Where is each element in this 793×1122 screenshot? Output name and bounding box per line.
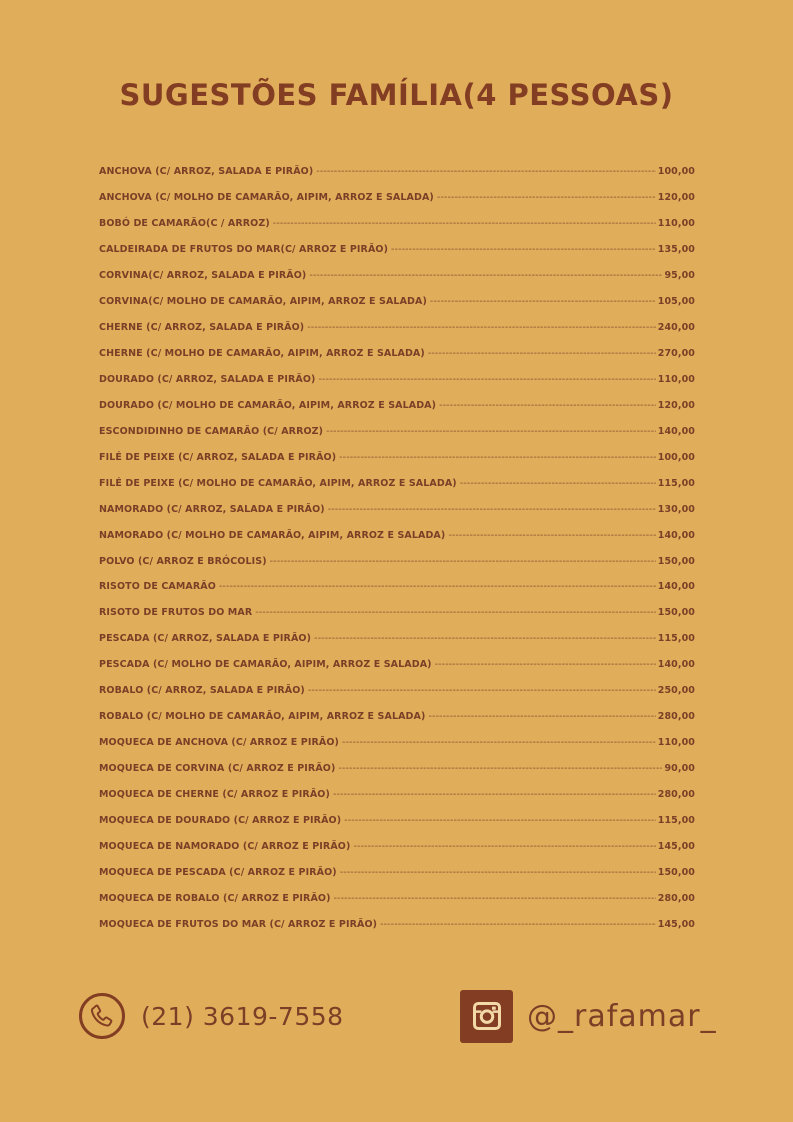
menu-item-price: 145,00	[657, 840, 695, 852]
dotted-leader	[326, 426, 656, 437]
menu-item-name: CHERNE (C/ ARROZ, SALADA E PIRÃO)	[99, 322, 305, 334]
dotted-leader	[309, 270, 662, 281]
menu-item-name: ROBALO (C/ MOLHO DE CAMARÃO, AIPIM, ARROZ E SALADA)	[99, 711, 426, 723]
menu-item	[99, 444, 695, 470]
dotted-leader	[307, 322, 655, 333]
menu-item-name: CORVINA(C/ ARROZ, SALADA E PIRÃO)	[99, 270, 307, 282]
menu-item-name: MOQUECA DE DOURADO (C/ ARROZ E PIRÃO)	[99, 814, 342, 826]
menu-item-price: 115,00	[657, 477, 695, 489]
phone-contact[interactable]	[79, 990, 344, 1042]
menu-item-name: BOBÓ DE CAMARÃO(C / ARROZ)	[99, 218, 270, 230]
instagram-handle: @_rafamar_	[527, 998, 717, 1034]
menu-item-price: 135,00	[657, 244, 695, 256]
dotted-leader	[308, 685, 656, 696]
menu-item-price: 280,00	[657, 892, 695, 904]
menu-item	[99, 341, 695, 367]
menu-item-name: POLVO (C/ ARROZ E BRÓCOLIS)	[99, 555, 267, 567]
menu-item-price: 270,00	[657, 348, 695, 360]
menu-item	[99, 600, 695, 626]
menu-item-price: 140,00	[657, 659, 695, 671]
phone-number: (21) 3619-7558	[141, 1001, 344, 1031]
menu-item	[99, 367, 695, 393]
menu-item-price: 115,00	[657, 633, 695, 645]
dotted-leader	[270, 556, 656, 567]
menu-item	[99, 211, 695, 237]
dotted-leader	[314, 633, 656, 644]
menu-item	[99, 392, 695, 418]
menu-item-price: 110,00	[657, 218, 695, 230]
dotted-leader	[428, 711, 655, 722]
dotted-leader	[344, 815, 656, 826]
menu-item-price: 120,00	[657, 399, 695, 411]
menu-item-price: 280,00	[657, 788, 695, 800]
dotted-leader	[334, 893, 656, 904]
menu-item-name: ANCHOVA (C/ MOLHO DE CAMARÃO, AIPIM, ARROZ E SALADA)	[99, 192, 434, 204]
menu-item	[99, 626, 695, 652]
dotted-leader	[219, 581, 656, 592]
menu-item	[99, 315, 695, 341]
menu-item-name: ROBALO (C/ ARROZ, SALADA E PIRÃO)	[99, 685, 305, 697]
dotted-leader	[435, 659, 656, 670]
menu-item	[99, 807, 695, 833]
dotted-leader	[340, 867, 656, 878]
menu-item-name: RISOTO DE CAMARÃO	[99, 581, 216, 593]
menu-item-price: 250,00	[657, 685, 695, 697]
dotted-leader	[316, 166, 655, 177]
menu-item-name: ESCONDIDINHO DE CAMARÃO (C/ ARROZ)	[99, 425, 324, 437]
dotted-leader	[380, 919, 656, 930]
dotted-leader	[428, 348, 656, 359]
menu-item-name: PESCADA (C/ ARROZ, SALADA E PIRÃO)	[99, 633, 312, 645]
dotted-leader	[430, 296, 656, 307]
menu-item-price: 105,00	[657, 296, 695, 308]
menu-item-price: 110,00	[657, 373, 695, 385]
menu-item-name: MOQUECA DE PESCADA (C/ ARROZ E PIRÃO)	[99, 866, 337, 878]
menu-item-name: CHERNE (C/ MOLHO DE CAMARÃO, AIPIM, ARROZ E SALADA)	[99, 348, 425, 360]
menu-item	[99, 859, 695, 885]
dotted-leader	[437, 192, 656, 203]
instagram-contact[interactable]	[460, 989, 717, 1043]
menu-item-price: 145,00	[657, 918, 695, 930]
menu-item	[99, 678, 695, 704]
dotted-leader	[333, 789, 656, 800]
menu-item-price: 150,00	[657, 607, 695, 619]
menu-item	[99, 548, 695, 574]
menu-item-price: 100,00	[657, 451, 695, 463]
menu-item	[99, 885, 695, 911]
menu-item-price: 90,00	[664, 763, 695, 775]
dotted-leader	[342, 737, 656, 748]
dotted-leader	[353, 841, 655, 852]
page-title: SUGESTÕES FAMÍLIA(4 PESSOAS)	[119, 78, 674, 112]
menu-item-name: RISOTO DE FRUTOS DO MAR	[99, 607, 253, 619]
dotted-leader	[339, 452, 656, 463]
menu-item	[99, 756, 695, 782]
menu-item	[99, 833, 695, 859]
dotted-leader	[460, 478, 656, 489]
menu-item	[99, 263, 695, 289]
menu-item	[99, 652, 695, 678]
menu-item-price: 110,00	[657, 737, 695, 749]
dotted-leader	[391, 244, 656, 255]
menu-item	[99, 185, 695, 211]
dotted-leader	[273, 218, 656, 229]
dotted-leader	[448, 530, 655, 541]
menu-item-name: CORVINA(C/ MOLHO DE CAMARÃO, AIPIM, ARROZ E SALADA)	[99, 296, 427, 308]
menu-item	[99, 470, 695, 496]
menu-item-name: MOQUECA DE ROBALO (C/ ARROZ E PIRÃO)	[99, 892, 331, 904]
dotted-leader	[319, 374, 656, 385]
menu-item	[99, 730, 695, 756]
menu-item	[99, 418, 695, 444]
menu-item	[99, 159, 695, 185]
menu-item-name: MOQUECA DE FRUTOS DO MAR (C/ ARROZ E PIRÃO)	[99, 918, 378, 930]
menu-item-name: ANCHOVA (C/ ARROZ, SALADA E PIRÃO)	[99, 166, 314, 178]
menu-item-name: FILÉ DE PEIXE (C/ ARROZ, SALADA E PIRÃO)	[99, 451, 337, 463]
instagram-icon	[460, 990, 513, 1043]
menu-item	[99, 704, 695, 730]
menu-item	[99, 237, 695, 263]
menu-item-name: MOQUECA DE CHERNE (C/ ARROZ E PIRÃO)	[99, 788, 330, 800]
menu-item-price: 140,00	[657, 529, 695, 541]
dotted-leader	[338, 763, 662, 774]
menu-item-price: 120,00	[657, 192, 695, 204]
menu-list	[99, 159, 695, 937]
menu-item-price: 140,00	[657, 425, 695, 437]
menu-item	[99, 782, 695, 808]
menu-item	[99, 522, 695, 548]
menu-item-name: MOQUECA DE NAMORADO (C/ ARROZ E PIRÃO)	[99, 840, 351, 852]
menu-item-price: 150,00	[657, 555, 695, 567]
menu-item-name: MOQUECA DE CORVINA (C/ ARROZ E PIRÃO)	[99, 763, 336, 775]
menu-item-name: DOURADO (C/ MOLHO DE CAMARÃO, AIPIM, ARROZ E SALADA)	[99, 399, 437, 411]
menu-item-name: PESCADA (C/ MOLHO DE CAMARÃO, AIPIM, ARROZ E SALADA)	[99, 659, 432, 671]
menu-item-name: FILÉ DE PEIXE (C/ MOLHO DE CAMARÃO, AIPIM, ARROZ E SALADA)	[99, 477, 457, 489]
menu-item-price: 95,00	[664, 270, 695, 282]
menu-item-name: NAMORADO (C/ ARROZ, SALADA E PIRÃO)	[99, 503, 325, 515]
menu-item	[99, 911, 695, 937]
menu-item-price: 115,00	[657, 814, 695, 826]
menu-item-price: 240,00	[657, 322, 695, 334]
dotted-leader	[328, 504, 656, 515]
menu-item	[99, 496, 695, 522]
menu-item-name: DOURADO (C/ ARROZ, SALADA E PIRÃO)	[99, 373, 316, 385]
menu-item-price: 100,00	[657, 166, 695, 178]
menu-item-name: MOQUECA DE ANCHOVA (C/ ARROZ E PIRÃO)	[99, 737, 339, 749]
menu-item-price: 140,00	[657, 581, 695, 593]
menu-item-name: CALDEIRADA DE FRUTOS DO MAR(C/ ARROZ E PIRÃO)	[99, 244, 389, 256]
menu-item	[99, 574, 695, 600]
menu-item-price: 280,00	[657, 711, 695, 723]
menu-item-price: 130,00	[657, 503, 695, 515]
dotted-leader	[255, 607, 656, 618]
dotted-leader	[439, 400, 656, 411]
phone-icon	[79, 993, 125, 1039]
menu-item-price: 150,00	[657, 866, 695, 878]
menu-item-name: NAMORADO (C/ MOLHO DE CAMARÃO, AIPIM, ARROZ E SALADA)	[99, 529, 446, 541]
menu-item	[99, 289, 695, 315]
